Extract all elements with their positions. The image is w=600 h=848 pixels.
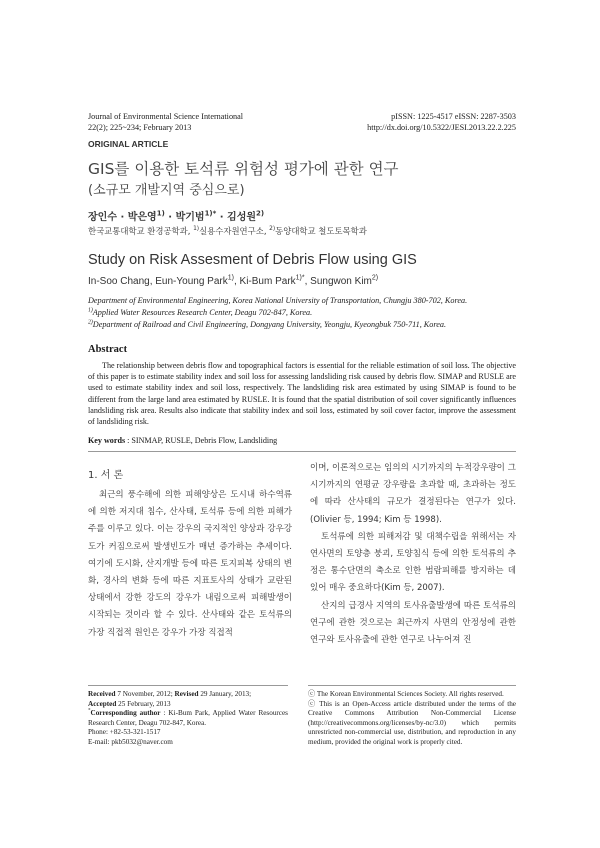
col2-paragraph-2: 토석류에 의한 피해저감 및 대책수립을 위해서는 자연사면의 토양층 붕괴, 토양침식 등에 의한 토석류의 추정은 통수단면의 축소로 인한 범람피해를 방지하는 데 있어 매우 중요하다(Kim 등, 2007). <box>310 531 516 594</box>
author-en-3: , Sungwon Kim <box>304 276 372 287</box>
corresponding-mark: * <box>88 708 91 714</box>
author-ko-1: 장인수 · 박은영 <box>88 212 157 223</box>
author-ko-1-mark: 1) <box>156 209 165 218</box>
abstract-divider <box>88 451 516 452</box>
affil-ko-mark-1: 1) <box>193 226 200 233</box>
phone: Phone: +82-53-321-1517 <box>88 728 161 736</box>
author-ko-3: · 김성원 <box>216 212 257 223</box>
keywords-list: : SINMAP, RUSLE, Debris Flow, Landsliding <box>125 436 278 445</box>
affil-en-2 <box>88 319 518 331</box>
article-type: ORIGINAL ARTICLE <box>88 139 169 149</box>
footnote-divider-right <box>308 685 516 686</box>
title-korean: GIS를 이용한 토석류 위험성 평가에 관한 연구 <box>88 160 399 178</box>
author-ko-2-mark: 1)* <box>204 209 217 218</box>
footnote <box>88 690 288 747</box>
revised-label: Revised <box>174 690 199 698</box>
journal-header-left <box>88 112 318 133</box>
author-en-2-mark: 1)* <box>295 274 305 282</box>
author-en-2: , Ki-Bum Park <box>233 276 296 287</box>
received-date: 7 November, 2012; <box>115 690 175 698</box>
revised-date: 29 January, 2013; <box>198 690 252 698</box>
affil-ko-main: 한국교통대학교 환경공학과, <box>88 226 194 236</box>
affil-ko-2: 동양대학교 철도토목학과 <box>275 226 367 236</box>
affil-en-mark-1: 1) <box>88 307 93 314</box>
keywords <box>88 436 277 445</box>
copyright-line-1: ⓒ The Korean Environmental Sciences Society. All rights reserved. <box>308 690 504 698</box>
col2-paragraph-3: 산지의 급경사 지역의 토사유출발생에 따른 토석류의 연구에 관한 것으로는 최근까지 사면의 안정성에 관한 연구와 토사유출에 관한 연구로 나누어져 진 <box>310 600 516 646</box>
affil-en-1 <box>88 307 518 319</box>
doi-link[interactable]: http://dx.doi.org/10.5322/JESI.2013.22.2.225 <box>367 122 516 132</box>
email[interactable]: E-mail: pkb5032@naver.com <box>88 737 173 746</box>
copyright-line-2: ⓒ This is an Open-Access article distributed under the terms of the Creative Commons Attribution Non-Commercial License (http://creativecommons.org/licenses/by-nc/3.0) which permits unrestricted non-commercial use, distribution, and reproduction in any medium, provided the original work is properly cited. <box>308 699 516 746</box>
received-line <box>88 690 288 700</box>
body-column-1: 최근의 풍수해에 의한 피해양상은 도시내 하수역류에 의한 저지대 침수, 산사태, 토석류 등에 의한 피해가 주를 이루고 있다. 이는 강우의 국지적인 양상과 강우강도가 커짐으로써 발생빈도가 매년 증가하는 추세이다. 여기에 도시화, 산지개발 등에 따른 토지피복 상태의 변화, 경사의 변화 등에 따른 지표토사의 상태가 교란된 상태에서 강한 강도의 강우가 내림으로써 피해발생이 시작되는 것이라 할 수 있다. 산사태와 같은 토석류의 가장 직접적 원인은 강우가 가장 직접적 <box>88 490 292 638</box>
abstract-heading: Abstract <box>88 344 128 355</box>
corresponding-author <box>88 709 288 728</box>
abstract-text: The relationship between debris flow and topographical factors is essential for the reliable estimation of soil loss. The objective of this paper is to estimate stability index and soil loss for assessing landsliding risk caused by debris flow. SIMAP and RUSLE are used to estimate stability index and soil loss, respectively. The landsliding risk area estimated by using SIMAP is found to be different from the large land area estimated by RUSLE. It is found that the spatial distribution of soil cover significantly influences landsliding risk area. Results also indicate that stability index and soil loss, estimated by soil cover factor, improve the assessment of landsliding risk. <box>88 361 516 427</box>
title-english: Study on Risk Assesment of Debris Flow using GIS <box>88 252 417 268</box>
authors-english <box>88 276 378 287</box>
affil-en-1-text: Applied Water Resources Research Center, Deagu 702-847, Korea. <box>92 308 313 317</box>
col2-paragraph-1: 이며, 이론적으로는 임의의 시기까지의 누적강우량이 그 시기까지의 연평균 강우량을 초과할 때, 초과하는 정도에 따라 산사태의 규모가 결정된다는 연구가 있다.(Olivier 등, 1994; Kim 등 1998). <box>310 463 516 525</box>
corresponding-text: : Ki-Bum Park, Applied Water Resources Research Center, Deagu 702-847, Korea. <box>88 709 288 727</box>
affil-en-mark-2: 2) <box>88 319 93 326</box>
author-en-3-mark: 2) <box>371 274 379 282</box>
copyright <box>308 690 516 747</box>
affiliations-english <box>88 295 518 331</box>
issn: pISSN: 1225-4517 eISSN: 2287-3503 <box>391 112 516 121</box>
footnote-divider-left <box>88 685 288 686</box>
affil-en-main: Department of Environmental Engineering, Korea National University of Transportation, Chungju 380-702, Korea. <box>88 296 468 305</box>
journal-name: Journal of Environmental Science International <box>88 112 244 121</box>
corresponding-label: Corresponding author <box>90 709 161 717</box>
body-column-2 <box>310 460 516 649</box>
subtitle-korean: (소규모 개발지역 중심으로) <box>88 183 245 198</box>
author-en-1-mark: 1) <box>227 274 234 282</box>
received-label: Received <box>88 690 116 698</box>
section-heading: 1. 서 론 <box>88 470 124 481</box>
keywords-label: Key words <box>88 436 126 445</box>
author-ko-2: · 박기범 <box>164 212 205 223</box>
author-en-1: In-Soo Chang, Eun-Young Park <box>88 276 228 287</box>
authors-korean <box>88 208 264 223</box>
accepted-line <box>88 700 288 710</box>
affil-en-2-text: Department of Railroad and Civil Engineering, Dongyang University, Yeongju, Kyeongbuk 750-711, Korea. <box>92 320 447 329</box>
affil-ko-1: 실용수자원연구소, <box>199 226 270 236</box>
accepted-date: 25 February, 2013 <box>116 699 171 708</box>
accepted-label: Accepted <box>88 699 117 708</box>
journal-issue: 22(2); 225~234; February 2013 <box>88 122 192 132</box>
affil-ko-mark-2: 2) <box>269 226 276 233</box>
author-ko-3-mark: 2) <box>256 209 265 218</box>
affiliations-korean <box>88 225 367 237</box>
journal-header-right <box>300 112 516 133</box>
